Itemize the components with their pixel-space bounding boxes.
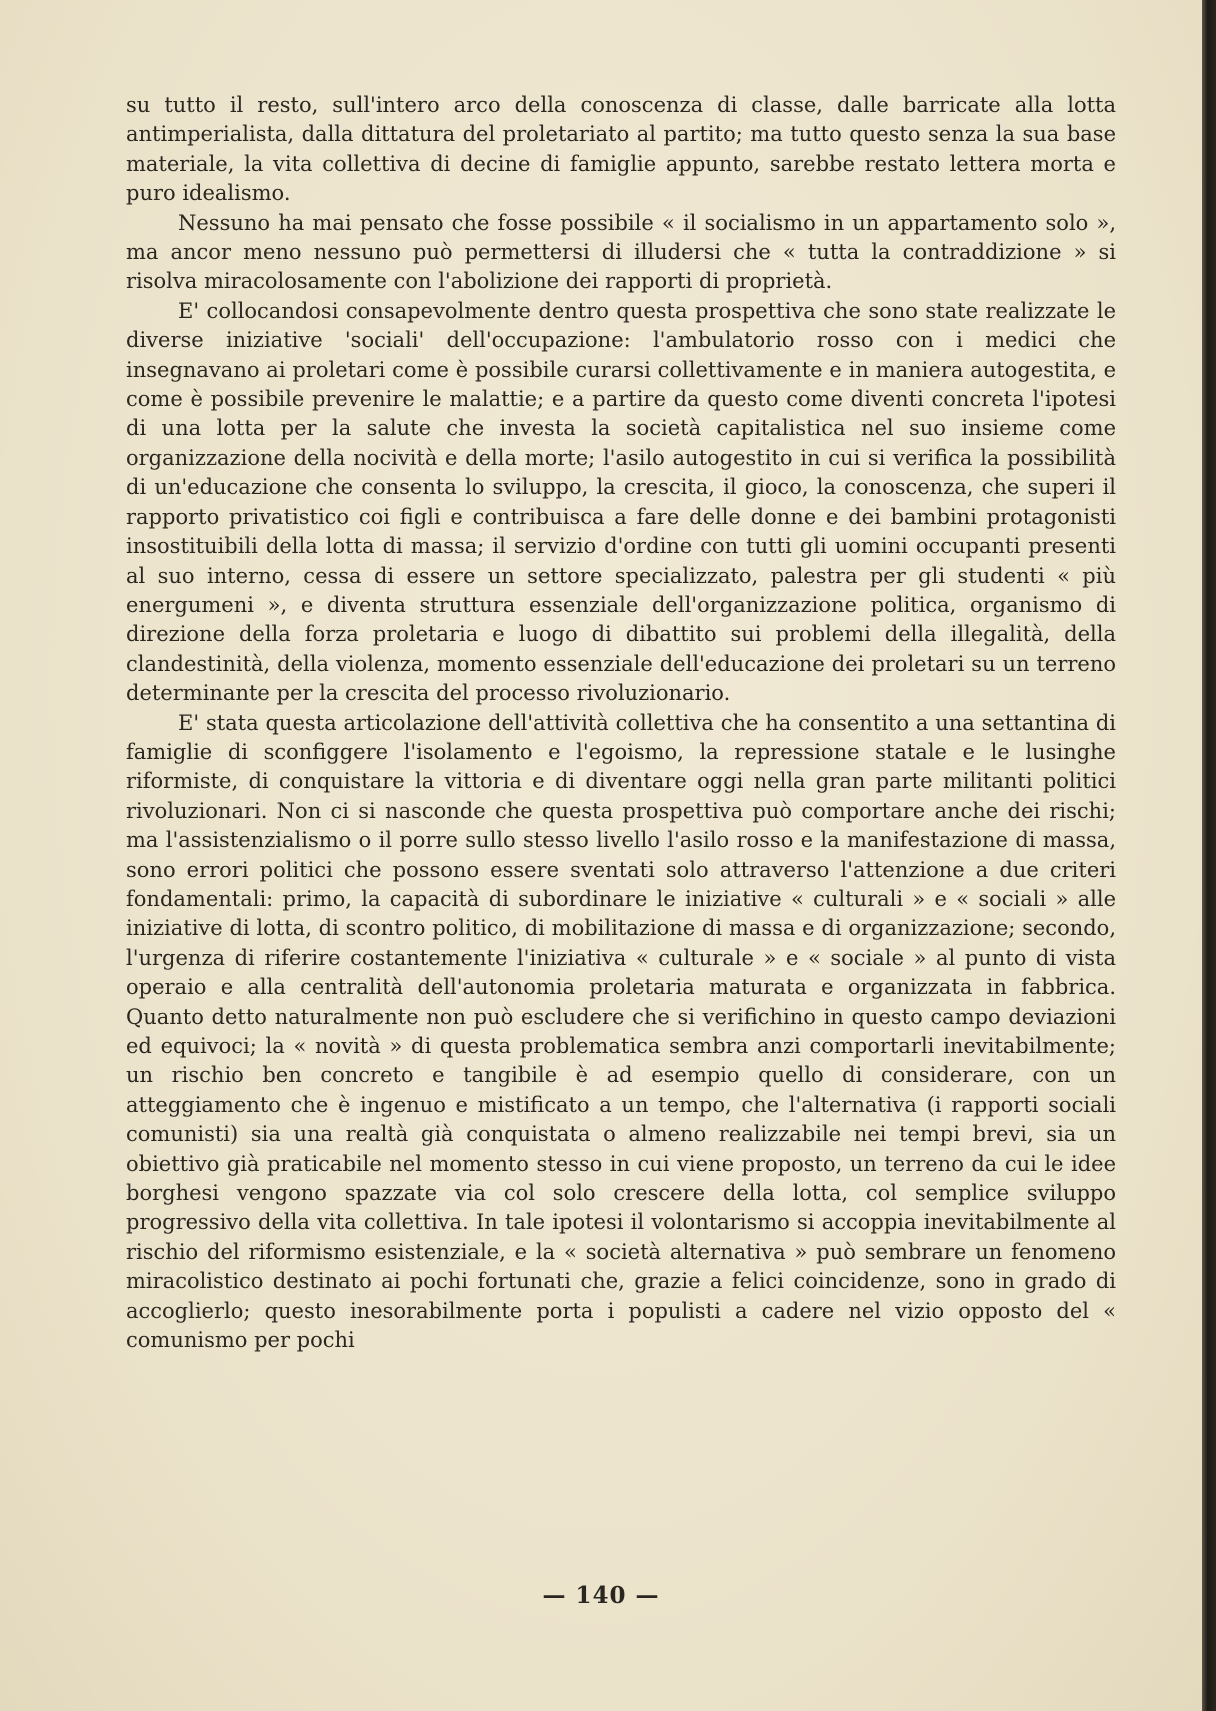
book-spine-edge (1202, 0, 1216, 1711)
paragraph-3: E' collocandosi consapevolmente dentro questa prospettiva che sono state realizzate le diverse iniziative 'sociali' dell'occupazione: l'ambulatorio rosso con i medici che insegnavano ai proletari come è possibile curarsi collettivamente e in maniera autogestita, e come è possibile prevenire le malattie; e a partire da questo come diventi concreta l'ipotesi di una lotta per la salute che investa la società capitalistica nel suo insieme come organizzazione della nocività e della morte; l'asilo autogestito in cui si verifica la possibilità di un'educazione che consenta lo sviluppo, la crescita, il gioco, la conoscenza, che superi il rapporto privatistico coi figli e contribuisca a fare delle donne e dei bambini protagonisti insostituibili della lotta di massa; il servizio d'ordine con tutti gli uomini occupanti presenti al suo interno, cessa di essere un settore specializzato, palestra per gli studenti « più energumeni », e diventa struttura essenziale dell'organizzazione politica, organismo di direzione della forza proletaria e luogo di dibattito sui problemi della illegalità, della clandestinità, della violenza, momento essenziale dell'educazione dei proletari su un terreno determinante per la crescita del processo rivoluzionario. (126, 298, 1116, 706)
paragraph-2: Nessuno ha mai pensato che fosse possibile « il socialismo in un appartamento solo », ma ancor meno nessuno può permettersi di illudersi che « tutta la contraddizione » si risolva miracolosamente con l'abolizione dei rapporti di proprietà. (126, 210, 1116, 294)
paragraph-4: E' stata questa articolazione dell'attività collettiva che ha consentito a una settantina di famiglie di sconfiggere l'isolamento e l'egoismo, la repressione statale e le lusinghe riformiste, di conquistare la vittoria e di diventare oggi nella gran parte militanti politici rivoluzionari. Non ci si nasconde che questa prospettiva può comportare anche dei rischi; ma l'assistenzialismo o il porre sullo stesso livello l'asilo rosso e la manifestazione di massa, sono errori politici che possono essere sventati solo attraverso l'attenzione a due criteri fondamentali: primo, la capacità di subordinare le iniziative « culturali » e « sociali » alle iniziative di lotta, di scontro politico, di mobilitazione di massa e di organizzazione; secondo, l'urgenza di riferire costantemente l'iniziativa « culturale » e « sociale » al punto di vista operaio e alla centralità dell'autonomia proletaria maturata e organizzata in fabbrica. Quanto detto naturalmente non può escludere che si verifichino in questo campo deviazioni ed equivoci; la « novità » di questa problematica sembra anzi comportarli inevitabilmente; un rischio ben concreto e tangibile è ad esempio quello di considerare, con un atteggiamento che è ingenuo e mistificato a un tempo, che l'alternativa (i rapporti sociali comunisti) sia una realtà già conquistata o almeno realizzabile nei tempi brevi, sia un obiettivo già praticabile nel momento stesso in cui viene proposto, un terreno da cui le idee borghesi vengono spazzate via col solo crescere della lotta, col semplice sviluppo progressivo della vita collettiva. In tale ipotesi il volontarismo si accoppia inevitabilmente al rischio del riformismo esistenziale, e la « società alternativa » può sembrare un fenomeno miracolistico destinato ai pochi fortunati che, grazie a felici coincidenze, sono in grado di accoglierlo; questo inesorabilmente porta i populisti a cadere nel vizio opposto del « comunismo per pochi (126, 710, 1116, 1353)
body-text (126, 91, 1116, 1355)
paragraph-1: su tutto il resto, sull'intero arco della conoscenza di classe, dalle barricate alla lotta antimperialista, dalla dittatura del proletariato al partito; ma tutto questo senza la sua base materiale, la vita collettiva di decine di famiglie appunto, sarebbe restato lettera morta e puro idealismo. (126, 93, 1116, 206)
page-number: — 140 — (542, 1582, 660, 1609)
